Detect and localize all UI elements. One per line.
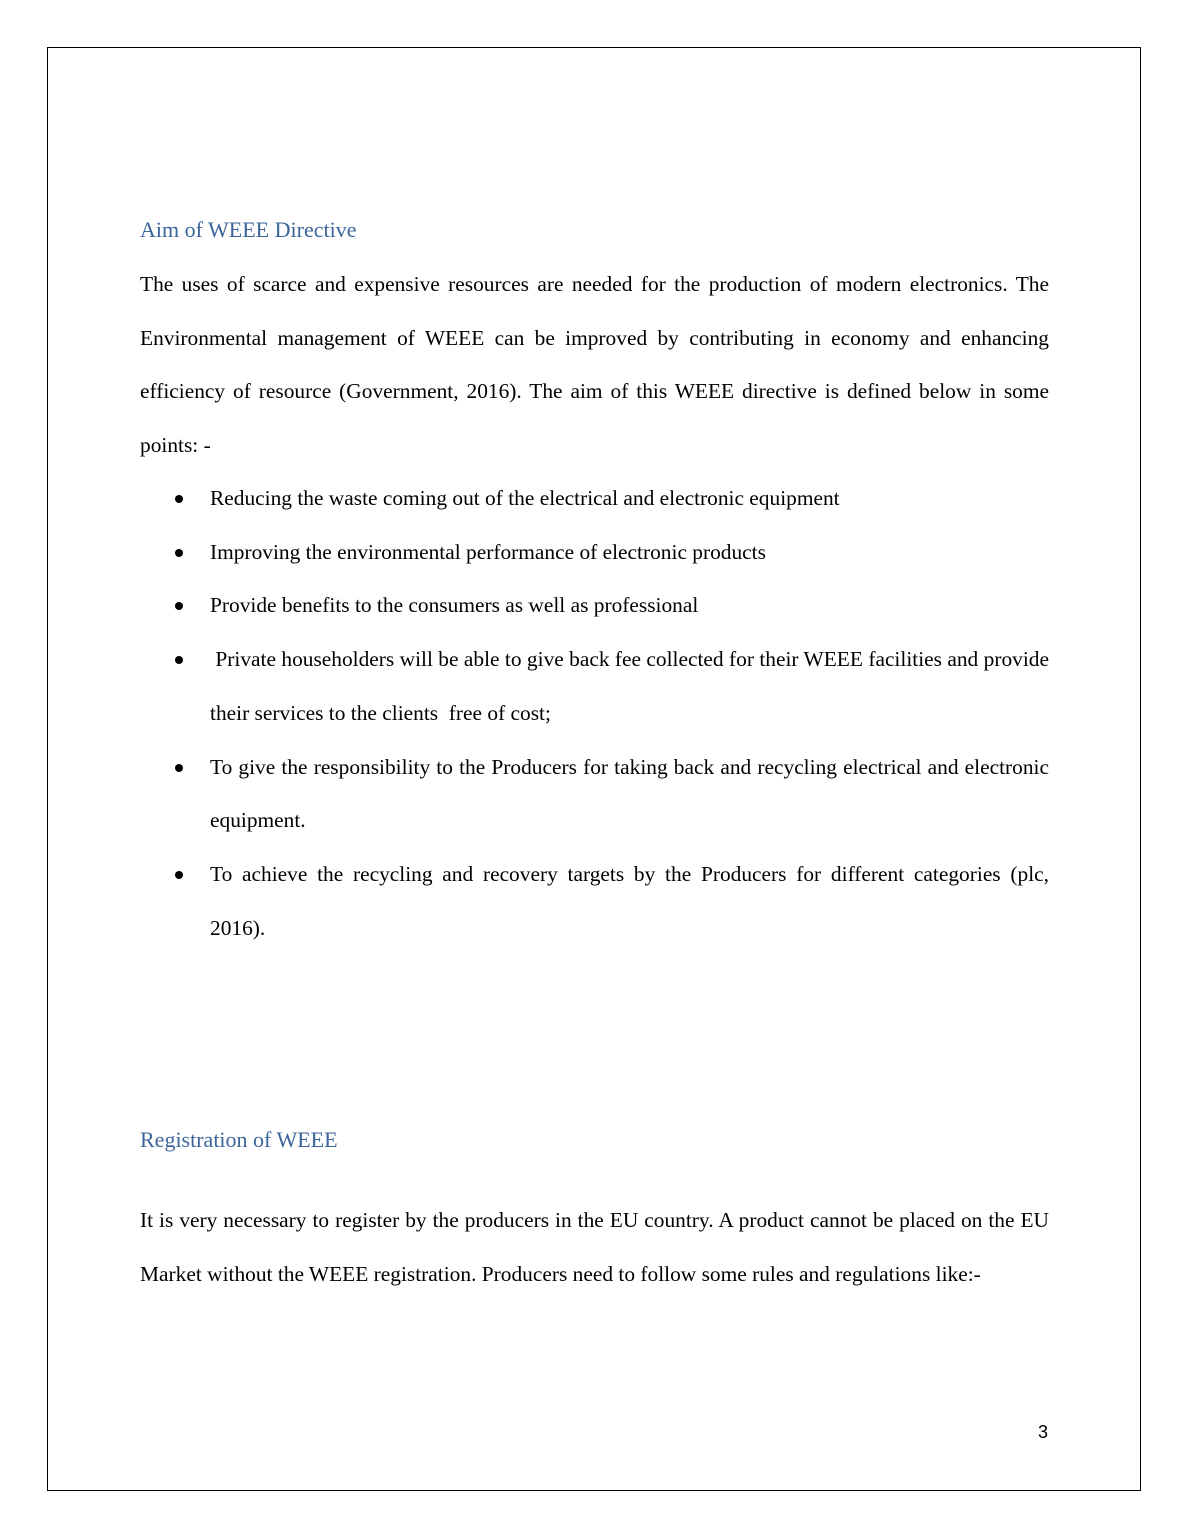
list-item xyxy=(140,633,1055,740)
list-item xyxy=(140,472,1049,526)
list-item-text: Improving the environmental performance of electronic products xyxy=(210,539,766,564)
list-item-text: To give the responsibility to the Producers for taking back and recycling electrical and electronic equipment. xyxy=(210,754,1049,833)
bullet-icon xyxy=(175,602,183,610)
list-item-text: Private householders will be able to give back fee collected for their WEEE facilities and provide their services to the clients free of cost; xyxy=(210,647,1055,725)
bullet-icon xyxy=(175,549,183,557)
list-item-text: Reducing the waste coming out of the electrical and electronic equipment xyxy=(210,486,840,510)
list-item xyxy=(140,526,1049,580)
section-heading-aim: Aim of WEEE Directive xyxy=(140,217,357,242)
list-item-text: Provide benefits to the consumers as well as professional xyxy=(210,593,699,618)
section-heading-registration: Registration of WEEE xyxy=(140,1127,338,1152)
list-item xyxy=(140,741,1049,848)
bullet-icon xyxy=(175,871,183,879)
list-item xyxy=(140,579,1049,633)
aim-paragraph: The uses of scarce and expensive resources are needed for the production of modern electronics. The Environmental management of WEEE can be improved by contributing in economy and enhancing efficiency of resource (Government, 2016). The aim of this WEEE directive is defined below in some points: - xyxy=(140,272,1049,458)
bullet-icon xyxy=(175,764,183,772)
registration-paragraph: It is very necessary to register by the producers in the EU country. A product cannot be placed on the EU Market without the WEEE registration. Producers need to follow some rules and regulations like:- xyxy=(140,1208,1049,1286)
page-number: 3 xyxy=(1038,1422,1049,1442)
bullet-icon xyxy=(175,495,183,503)
bullet-icon xyxy=(175,656,183,664)
list-item-text: To achieve the recycling and recovery targets by the Producers for different categories (plc, 2016). xyxy=(210,861,1049,940)
list-item xyxy=(140,848,1049,955)
aim-bullet-list xyxy=(140,472,1055,955)
